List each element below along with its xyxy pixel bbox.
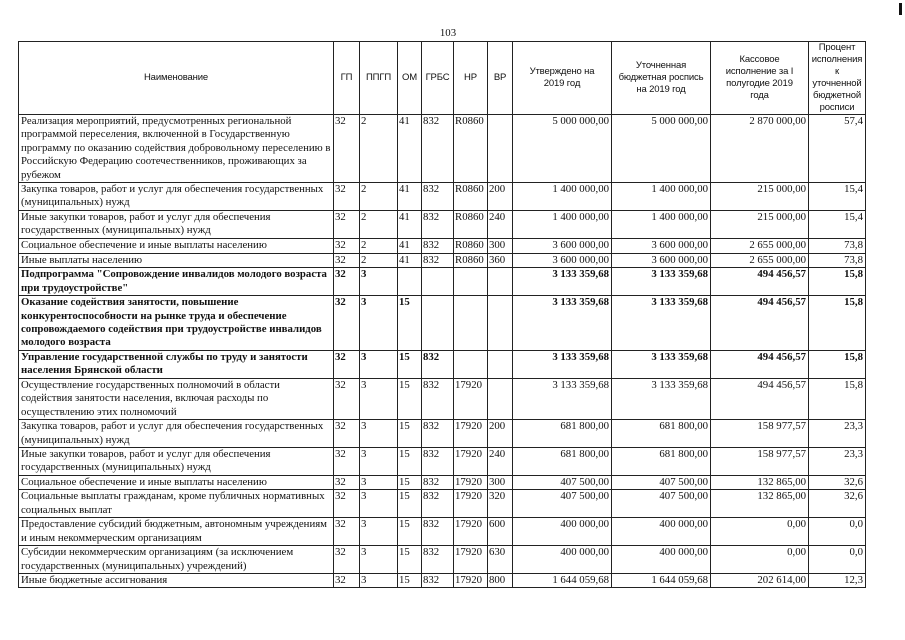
- cell-percent: 0,0: [809, 546, 866, 574]
- header-grbs: ГРБС: [422, 42, 454, 115]
- cell-executed: 494 456,57: [711, 378, 809, 419]
- cell-percent: 57,4: [809, 115, 866, 183]
- cell-ppgp: 2: [360, 238, 398, 253]
- cell-approved: 3 133 359,68: [513, 296, 612, 351]
- table-row: [19, 350, 866, 378]
- cell-approved: 681 800,00: [513, 420, 612, 448]
- cell-nr: [454, 296, 488, 351]
- cell-om: 15: [398, 296, 422, 351]
- cell-percent: 12,3: [809, 573, 866, 587]
- cell-om: 15: [398, 490, 422, 518]
- cell-nr: [454, 268, 488, 296]
- cell-name: Социальное обеспечение и иные выплаты населению: [19, 475, 334, 489]
- cell-vr: 800: [488, 573, 513, 587]
- cell-revised: 3 133 359,68: [612, 378, 711, 419]
- cell-name: Иные бюджетные ассигнования: [19, 573, 334, 587]
- scan-edge-mark: [899, 3, 902, 15]
- cell-executed: 2 655 000,00: [711, 238, 809, 253]
- cell-om: 15: [398, 378, 422, 419]
- cell-grbs: [422, 268, 454, 296]
- table-row: [19, 420, 866, 448]
- cell-ppgp: 2: [360, 210, 398, 238]
- cell-name: Субсидии некоммерческим организациям (за исключением государственных (муниципальных) учреждений): [19, 546, 334, 574]
- cell-grbs: 832: [422, 350, 454, 378]
- cell-vr: 200: [488, 420, 513, 448]
- cell-name: Управление государственной службы по труду и занятости населения Брянской области: [19, 350, 334, 378]
- cell-name: Реализация мероприятий, предусмотренных региональной программой переселения, включенной в Государственную программу по оказанию содействия добровольному переселению в Российскую Федерацию соотечественников, проживающих за рубежом: [19, 115, 334, 183]
- cell-vr: [488, 115, 513, 183]
- cell-percent: 23,3: [809, 420, 866, 448]
- cell-executed: 494 456,57: [711, 268, 809, 296]
- cell-percent: 32,6: [809, 475, 866, 489]
- cell-approved: 3 133 359,68: [513, 378, 612, 419]
- cell-approved: 400 000,00: [513, 518, 612, 546]
- cell-nr: R0860: [454, 210, 488, 238]
- cell-name: Иные закупки товаров, работ и услуг для обеспечения государственных (муниципальных) нужд: [19, 210, 334, 238]
- page-number: 103: [439, 27, 457, 39]
- cell-ppgp: 3: [360, 378, 398, 419]
- cell-grbs: 832: [422, 183, 454, 211]
- cell-ppgp: 3: [360, 350, 398, 378]
- cell-executed: 494 456,57: [711, 350, 809, 378]
- header-name: Наименование: [19, 42, 334, 115]
- cell-name: Подпрограмма "Сопровождение инвалидов молодого возраста при трудоустройстве": [19, 268, 334, 296]
- header-nr: НР: [454, 42, 488, 115]
- table-row: [19, 378, 866, 419]
- cell-revised: 400 000,00: [612, 518, 711, 546]
- table-row: [19, 210, 866, 238]
- cell-gp: 32: [334, 546, 360, 574]
- header-executed: Кассовое исполнение за I полугодие 2019 года: [711, 42, 809, 115]
- table-row: [19, 253, 866, 267]
- cell-executed: 132 865,00: [711, 475, 809, 489]
- cell-om: 15: [398, 573, 422, 587]
- cell-ppgp: 3: [360, 490, 398, 518]
- cell-revised: 681 800,00: [612, 420, 711, 448]
- cell-revised: 1 644 059,68: [612, 573, 711, 587]
- header-ppgp: ППГП: [360, 42, 398, 115]
- cell-vr: [488, 268, 513, 296]
- cell-gp: 32: [334, 475, 360, 489]
- cell-grbs: 832: [422, 573, 454, 587]
- table-row: [19, 475, 866, 489]
- cell-grbs: 832: [422, 238, 454, 253]
- cell-percent: 0,0: [809, 518, 866, 546]
- cell-name: Иные выплаты населению: [19, 253, 334, 267]
- cell-approved: 3 133 359,68: [513, 268, 612, 296]
- cell-approved: 1 400 000,00: [513, 210, 612, 238]
- cell-om: 15: [398, 546, 422, 574]
- cell-nr: 17920: [454, 447, 488, 475]
- cell-approved: 3 600 000,00: [513, 253, 612, 267]
- cell-om: 15: [398, 420, 422, 448]
- cell-ppgp: 3: [360, 573, 398, 587]
- cell-vr: 630: [488, 546, 513, 574]
- cell-grbs: 832: [422, 447, 454, 475]
- cell-om: 15: [398, 447, 422, 475]
- cell-name: Осуществление государственных полномочий в области содействия занятости населения, включая расходы по осуществлению этих полномочий: [19, 378, 334, 419]
- cell-ppgp: 3: [360, 420, 398, 448]
- cell-grbs: [422, 296, 454, 351]
- cell-ppgp: 3: [360, 296, 398, 351]
- cell-executed: 158 977,57: [711, 447, 809, 475]
- table-row: [19, 183, 866, 211]
- cell-grbs: 832: [422, 210, 454, 238]
- cell-executed: 158 977,57: [711, 420, 809, 448]
- cell-om: 15: [398, 475, 422, 489]
- cell-nr: 17920: [454, 573, 488, 587]
- cell-vr: [488, 378, 513, 419]
- cell-gp: 32: [334, 447, 360, 475]
- table-row: [19, 268, 866, 296]
- cell-om: 41: [398, 115, 422, 183]
- cell-vr: [488, 296, 513, 351]
- cell-name: Оказание содействия занятости, повышение конкурентоспособности на рынке труда и обеспечение сопровождаемого содействия при трудоустройстве инвалидов молодого возраста: [19, 296, 334, 351]
- table-row: [19, 573, 866, 587]
- cell-gp: 32: [334, 350, 360, 378]
- table-row: [19, 238, 866, 253]
- cell-percent: 15,4: [809, 210, 866, 238]
- cell-vr: 200: [488, 183, 513, 211]
- cell-revised: 1 400 000,00: [612, 210, 711, 238]
- cell-revised: 3 600 000,00: [612, 253, 711, 267]
- cell-ppgp: 3: [360, 475, 398, 489]
- cell-name: Социальные выплаты гражданам, кроме публичных нормативных социальных выплат: [19, 490, 334, 518]
- cell-approved: 407 500,00: [513, 475, 612, 489]
- cell-approved: 407 500,00: [513, 490, 612, 518]
- cell-gp: 32: [334, 378, 360, 419]
- cell-vr: 300: [488, 475, 513, 489]
- cell-gp: 32: [334, 253, 360, 267]
- cell-gp: 32: [334, 420, 360, 448]
- cell-name: Закупка товаров, работ и услуг для обеспечения государственных (муниципальных) нужд: [19, 183, 334, 211]
- cell-nr: 17920: [454, 420, 488, 448]
- table-row: [19, 296, 866, 351]
- cell-grbs: 832: [422, 420, 454, 448]
- cell-name: Предоставление субсидий бюджетным, автономным учреждениям и иным некоммерческим организациям: [19, 518, 334, 546]
- cell-ppgp: 3: [360, 518, 398, 546]
- table-row: [19, 490, 866, 518]
- cell-percent: 15,4: [809, 183, 866, 211]
- cell-executed: 215 000,00: [711, 183, 809, 211]
- cell-revised: 3 133 359,68: [612, 296, 711, 351]
- cell-percent: 73,8: [809, 238, 866, 253]
- table-row: [19, 115, 866, 183]
- cell-revised: 681 800,00: [612, 447, 711, 475]
- cell-gp: 32: [334, 115, 360, 183]
- cell-approved: 1 644 059,68: [513, 573, 612, 587]
- cell-name: Социальное обеспечение и иные выплаты населению: [19, 238, 334, 253]
- header-gp: ГП: [334, 42, 360, 115]
- cell-gp: 32: [334, 490, 360, 518]
- table-row: [19, 546, 866, 574]
- cell-nr: 17920: [454, 518, 488, 546]
- table-header: [19, 42, 866, 115]
- cell-approved: 5 000 000,00: [513, 115, 612, 183]
- cell-gp: 32: [334, 518, 360, 546]
- cell-gp: 32: [334, 183, 360, 211]
- cell-grbs: 832: [422, 490, 454, 518]
- cell-percent: 15,8: [809, 268, 866, 296]
- cell-executed: 2 655 000,00: [711, 253, 809, 267]
- cell-name: Иные закупки товаров, работ и услуг для обеспечения государственных (муниципальных) нужд: [19, 447, 334, 475]
- cell-ppgp: 3: [360, 268, 398, 296]
- cell-nr: 17920: [454, 546, 488, 574]
- cell-om: [398, 268, 422, 296]
- cell-gp: 32: [334, 268, 360, 296]
- cell-om: 41: [398, 253, 422, 267]
- cell-revised: 5 000 000,00: [612, 115, 711, 183]
- cell-gp: 32: [334, 296, 360, 351]
- cell-approved: 3 133 359,68: [513, 350, 612, 378]
- cell-name: Закупка товаров, работ и услуг для обеспечения государственных (муниципальных) нужд: [19, 420, 334, 448]
- cell-vr: 600: [488, 518, 513, 546]
- cell-ppgp: 2: [360, 253, 398, 267]
- cell-vr: 300: [488, 238, 513, 253]
- cell-executed: 215 000,00: [711, 210, 809, 238]
- cell-gp: 32: [334, 238, 360, 253]
- cell-executed: 2 870 000,00: [711, 115, 809, 183]
- cell-grbs: 832: [422, 475, 454, 489]
- cell-ppgp: 3: [360, 546, 398, 574]
- cell-percent: 15,8: [809, 378, 866, 419]
- cell-nr: [454, 350, 488, 378]
- cell-approved: 1 400 000,00: [513, 183, 612, 211]
- cell-approved: 681 800,00: [513, 447, 612, 475]
- header-row: [19, 42, 866, 115]
- cell-om: 15: [398, 518, 422, 546]
- cell-approved: 400 000,00: [513, 546, 612, 574]
- cell-vr: 320: [488, 490, 513, 518]
- cell-percent: 32,6: [809, 490, 866, 518]
- cell-revised: 3 133 359,68: [612, 350, 711, 378]
- cell-om: 41: [398, 210, 422, 238]
- cell-grbs: 832: [422, 253, 454, 267]
- cell-revised: 407 500,00: [612, 490, 711, 518]
- cell-executed: 494 456,57: [711, 296, 809, 351]
- cell-ppgp: 3: [360, 447, 398, 475]
- budget-table: [18, 41, 866, 588]
- cell-vr: 240: [488, 447, 513, 475]
- cell-executed: 0,00: [711, 546, 809, 574]
- cell-grbs: 832: [422, 546, 454, 574]
- table-row: [19, 447, 866, 475]
- cell-nr: R0860: [454, 183, 488, 211]
- cell-nr: 17920: [454, 475, 488, 489]
- table-row: [19, 518, 866, 546]
- cell-om: 41: [398, 183, 422, 211]
- cell-revised: 1 400 000,00: [612, 183, 711, 211]
- cell-nr: R0860: [454, 253, 488, 267]
- cell-grbs: 832: [422, 378, 454, 419]
- cell-executed: 0,00: [711, 518, 809, 546]
- cell-nr: R0860: [454, 115, 488, 183]
- cell-om: 41: [398, 238, 422, 253]
- cell-vr: 240: [488, 210, 513, 238]
- cell-executed: 132 865,00: [711, 490, 809, 518]
- cell-grbs: 832: [422, 115, 454, 183]
- cell-percent: 23,3: [809, 447, 866, 475]
- cell-gp: 32: [334, 573, 360, 587]
- cell-percent: 73,8: [809, 253, 866, 267]
- cell-approved: 3 600 000,00: [513, 238, 612, 253]
- cell-revised: 3 600 000,00: [612, 238, 711, 253]
- cell-ppgp: 2: [360, 115, 398, 183]
- cell-ppgp: 2: [360, 183, 398, 211]
- cell-nr: R0860: [454, 238, 488, 253]
- cell-grbs: 832: [422, 518, 454, 546]
- header-revised: Уточненная бюджетная роспись на 2019 год: [612, 42, 711, 115]
- cell-vr: [488, 350, 513, 378]
- cell-gp: 32: [334, 210, 360, 238]
- cell-revised: 407 500,00: [612, 475, 711, 489]
- cell-nr: 17920: [454, 378, 488, 419]
- table-body: [19, 115, 866, 588]
- cell-om: 15: [398, 350, 422, 378]
- header-percent: Процент исполнения к уточненной бюджетной росписи: [809, 42, 866, 115]
- cell-revised: 3 133 359,68: [612, 268, 711, 296]
- header-vr: ВР: [488, 42, 513, 115]
- cell-revised: 400 000,00: [612, 546, 711, 574]
- cell-percent: 15,8: [809, 296, 866, 351]
- cell-vr: 360: [488, 253, 513, 267]
- header-approved: Утверждено на 2019 год: [513, 42, 612, 115]
- cell-executed: 202 614,00: [711, 573, 809, 587]
- header-om: ОМ: [398, 42, 422, 115]
- cell-percent: 15,8: [809, 350, 866, 378]
- cell-nr: 17920: [454, 490, 488, 518]
